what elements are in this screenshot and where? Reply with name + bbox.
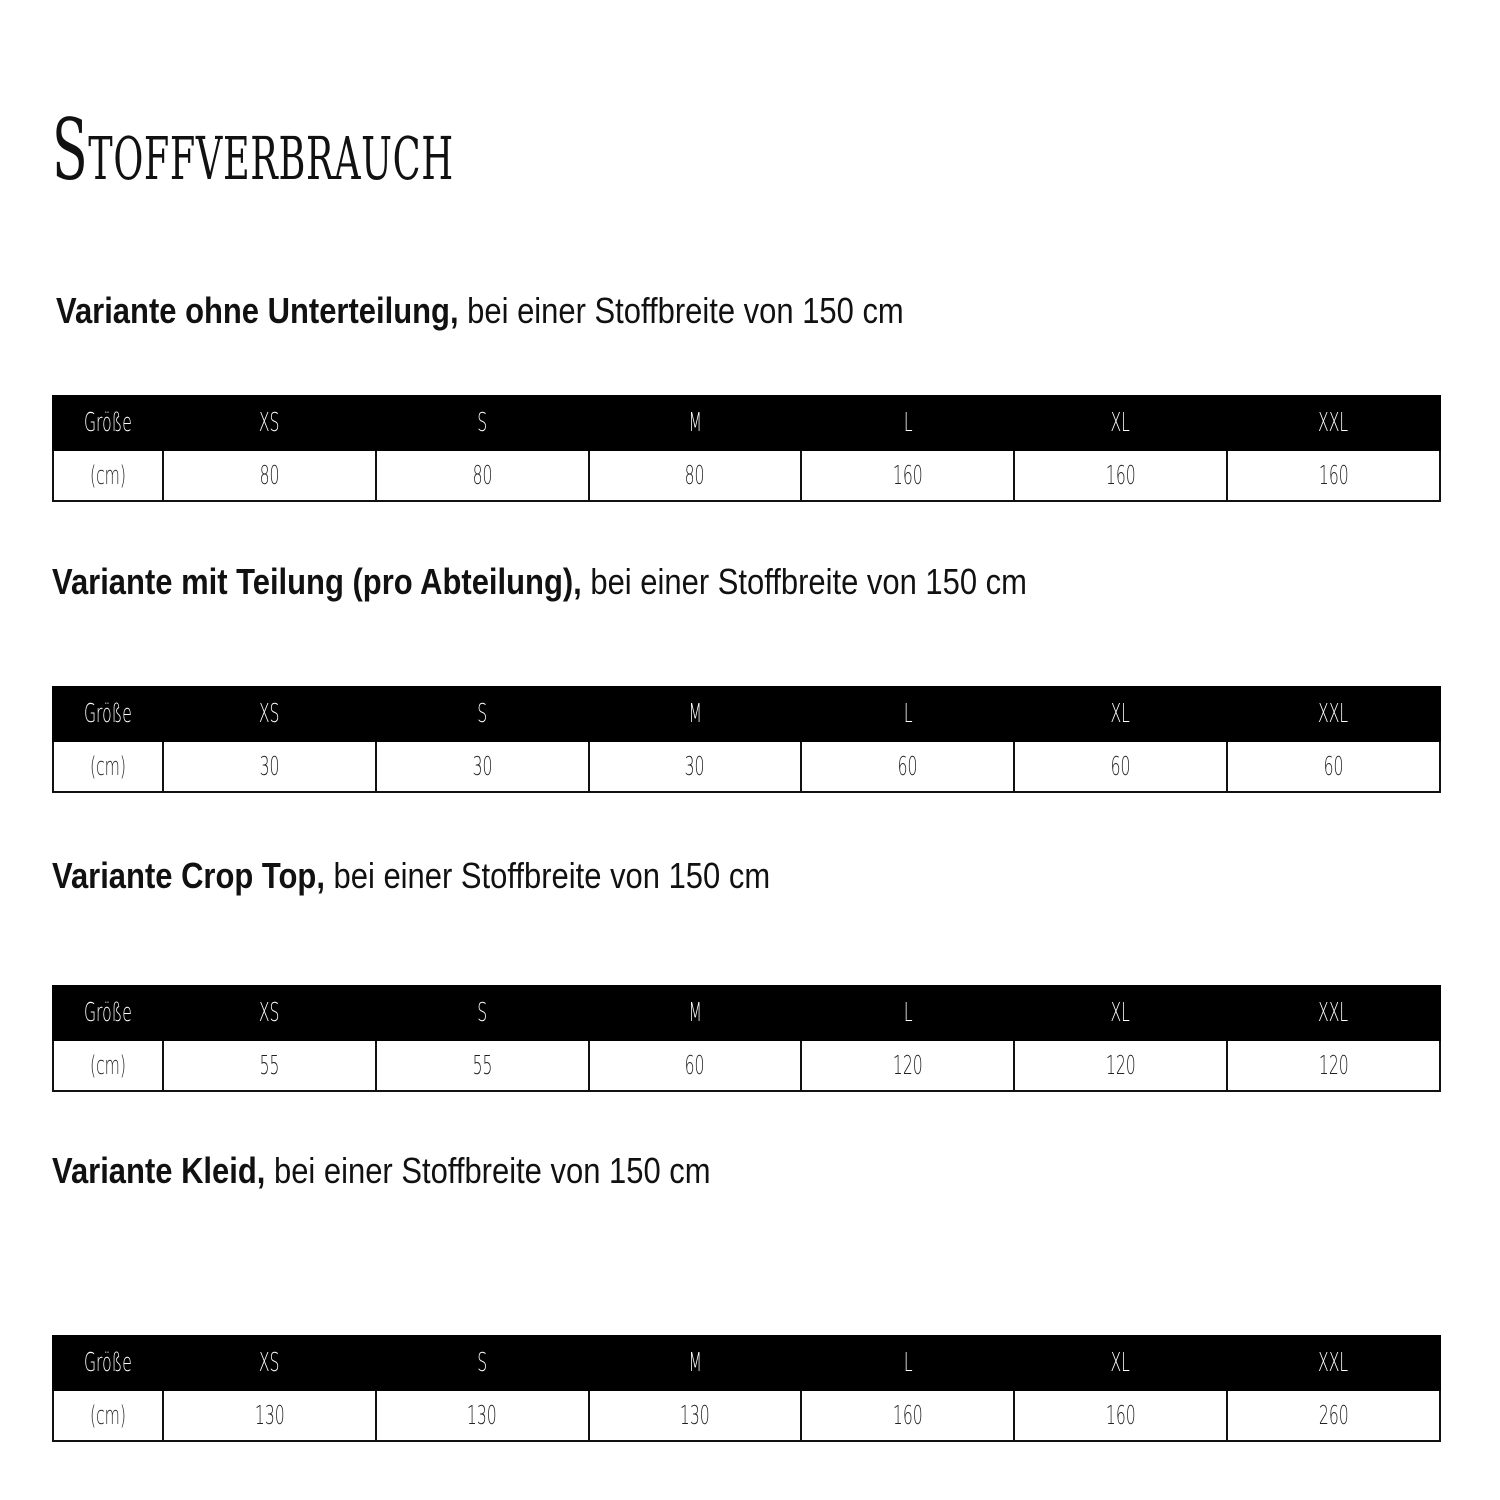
row-label: (cm) [90,751,126,782]
size-label: L [903,1348,913,1378]
section-heading-bold: Variante Crop Top, [52,855,325,896]
value-cell [801,741,1014,792]
value-cell [1014,450,1227,501]
table-header-row [53,986,1440,1040]
value-cell [163,741,376,792]
section-heading-ohne-unterteilung [56,290,904,331]
size-header-cell [163,1336,376,1390]
size-header-cell [376,396,589,450]
size-label: XXL [1318,1348,1349,1378]
value-cell [163,1390,376,1441]
value-cell [801,450,1014,501]
size-label: XL [1110,1348,1131,1378]
value-cell [589,1040,802,1091]
value-text: 160 [1105,1400,1136,1431]
size-header-cell [1227,396,1440,450]
row-label: (cm) [90,1400,126,1431]
value-cell [376,741,589,792]
row-label-cell [53,741,163,792]
value-cell [1014,741,1227,792]
section-heading-rest: bei einer Stoffbreite von 150 cm [458,290,904,331]
value-cell [589,1390,802,1441]
size-label: M [688,408,702,438]
size-label: S [477,1348,488,1378]
size-label: XL [1110,699,1131,729]
size-header-cell [376,1336,589,1390]
size-header-cell [801,396,1014,450]
value-text: 160 [892,1400,923,1431]
section-heading-kleid [52,1150,711,1191]
value-cell [1227,1390,1440,1441]
header-label-cell [53,1336,163,1390]
size-header-cell [589,396,802,450]
table-header-row [53,687,1440,741]
value-text: 80 [472,460,493,491]
size-label: XL [1110,408,1131,438]
section-heading-rest: bei einer Stoffbreite von 150 cm [265,1150,711,1191]
size-header-cell [163,986,376,1040]
value-text: 120 [1105,1050,1136,1081]
size-label: L [903,408,913,438]
size-header-cell [801,1336,1014,1390]
value-text: 130 [680,1400,710,1431]
value-text: 120 [892,1050,923,1081]
section-heading-bold: Variante mit Teilung (pro Abteilung), [52,561,582,602]
value-text: 55 [472,1050,493,1081]
table-value-row [53,1390,1440,1441]
section-heading-rest: bei einer Stoffbreite von 150 cm [581,561,1027,602]
value-cell [163,1040,376,1091]
size-label: XS [259,998,280,1028]
value-cell [589,450,802,501]
section-heading-bold: Variante ohne Unterteilung, [56,290,459,331]
size-label: M [688,699,702,729]
size-header-cell [801,986,1014,1040]
size-header-cell [589,687,802,741]
table-value-row [53,1040,1440,1091]
value-text: 80 [259,460,280,491]
size-label: S [477,408,488,438]
value-cell [1227,741,1440,792]
size-label: XXL [1318,699,1349,729]
value-cell [801,1040,1014,1091]
size-label: L [903,699,913,729]
table-value-row [53,741,1440,792]
size-label: S [477,998,488,1028]
size-header-cell [589,1336,802,1390]
value-text: 80 [685,460,705,491]
size-header-cell [163,687,376,741]
value-cell [1227,1040,1440,1091]
row-label-cell [53,450,163,501]
value-cell [376,1390,589,1441]
size-header-cell [1014,986,1227,1040]
value-text: 30 [259,751,280,782]
fabric-table-kleid [52,1335,1441,1442]
value-text: 30 [685,751,705,782]
size-header-cell [1014,396,1227,450]
size-header-cell [801,687,1014,741]
header-label: Größe [84,998,132,1028]
size-label: XXL [1318,408,1349,438]
value-cell [1014,1040,1227,1091]
header-label-cell [53,986,163,1040]
value-cell [1014,1390,1227,1441]
size-label: XS [259,1348,280,1378]
value-text: 60 [1323,751,1344,782]
section-heading-crop-top [52,855,771,896]
value-cell [376,1040,589,1091]
row-label-cell [53,1040,163,1091]
value-cell [376,450,589,501]
row-label-cell [53,1390,163,1441]
size-label: XS [259,408,280,438]
value-text: 160 [1105,460,1136,491]
size-label: M [688,1348,702,1378]
value-text: 60 [685,1050,705,1081]
size-label: M [688,998,702,1028]
size-label: XXL [1318,998,1349,1028]
value-cell [589,741,802,792]
size-header-cell [163,396,376,450]
value-text: 130 [254,1400,285,1431]
size-header-cell [1227,986,1440,1040]
fabric-table-crop-top [52,985,1441,1092]
size-label: L [903,998,913,1028]
value-text: 130 [467,1400,498,1431]
value-text: 30 [472,751,493,782]
size-label: XS [259,699,280,729]
table-value-row [53,450,1440,501]
header-label: Größe [84,1348,132,1378]
size-header-cell [1014,687,1227,741]
table-header-row [53,1336,1440,1390]
header-label-cell [53,396,163,450]
value-text: 60 [1110,751,1131,782]
size-header-cell [1227,687,1440,741]
size-header-cell [376,986,589,1040]
section-heading-bold: Variante Kleid, [52,1150,266,1191]
header-label-cell [53,687,163,741]
value-text: 55 [259,1050,280,1081]
size-label: XL [1110,998,1131,1028]
section-heading-mit-teilung [52,561,1027,602]
page-title: Stoffverbrauch [52,101,454,199]
header-label: Größe [84,699,132,729]
fabric-table-mit-teilung [52,686,1441,793]
section-heading-rest: bei einer Stoffbreite von 150 cm [324,855,771,896]
row-label: (cm) [90,1050,126,1081]
size-header-cell [1227,1336,1440,1390]
size-header-cell [589,986,802,1040]
value-text: 160 [1318,460,1349,491]
value-text: 160 [892,460,923,491]
size-header-cell [376,687,589,741]
table-header-row [53,396,1440,450]
value-cell [801,1390,1014,1441]
header-label: Größe [84,408,132,438]
value-text: 120 [1318,1050,1349,1081]
size-header-cell [1014,1336,1227,1390]
fabric-table-ohne-unterteilung [52,395,1441,502]
value-cell [1227,450,1440,501]
size-label: S [477,699,488,729]
value-text: 60 [897,751,918,782]
value-text: 260 [1318,1400,1349,1431]
value-cell [163,450,376,501]
row-label: (cm) [90,460,126,491]
